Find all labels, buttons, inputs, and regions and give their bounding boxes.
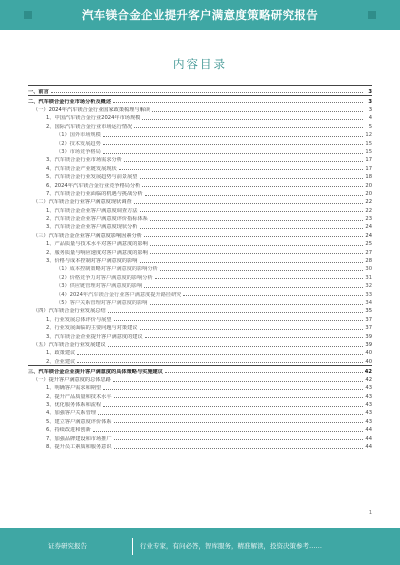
toc-dot-leader (77, 362, 363, 363)
toc-entry-text: 2、行业发展面临的主要问题与对策建议 (46, 325, 138, 332)
toc-entry-page: 39 (365, 333, 372, 340)
toc-entry-page: 43 (365, 385, 372, 392)
toc-entry[interactable] (28, 442, 372, 450)
toc-entry[interactable] (28, 331, 372, 339)
toc-entry-page: 37 (365, 316, 372, 323)
header-right-mark (368, 11, 376, 19)
toc-entry[interactable] (28, 383, 372, 391)
toc-dot-leader (119, 169, 363, 170)
toc-entry-text: （1）国外市场规模 (56, 132, 101, 139)
toc-entry-page: 39 (365, 341, 372, 348)
toc-dot-leader (140, 262, 364, 263)
toc-entry-page: 40 (365, 358, 372, 365)
toc-entry-page: 44 (365, 427, 372, 434)
toc-entry[interactable] (28, 400, 372, 408)
toc-entry-page: 44 (365, 444, 372, 451)
toc-entry-text: 1、明确客户需求和期望 (46, 385, 102, 392)
toc-entry[interactable] (28, 130, 372, 138)
toc-entry-page: 40 (365, 350, 372, 357)
toc-entry-text: 5、汽车镁合金行业发展趋势与前景展望 (46, 174, 138, 181)
toc-entry-text: 1、政策建议 (46, 350, 76, 357)
toc-entry[interactable] (28, 425, 372, 433)
toc-entry-text: 1、产品质量与技术水平对客户满意度的影响 (46, 241, 148, 248)
toc-entry[interactable] (28, 197, 372, 205)
toc-entry-text: 7、加强品牌建设和市场推广 (46, 435, 112, 442)
toc-entry-text: 2、国际汽车镁合金行业市场运行情况 (46, 123, 133, 130)
toc-entry-text: （四）汽车镁合金行业发展总结 (33, 308, 106, 315)
toc-entry-page: 15 (365, 140, 372, 147)
toc-entry-text: 5、建立客户满意度评价体系 (46, 418, 112, 425)
toc-dot-leader (145, 195, 363, 196)
toc-entry[interactable] (28, 289, 372, 297)
toc-dot-leader (150, 253, 363, 254)
toc-entry-text: 4、汽车镁合金产业链发展现状 (46, 165, 117, 172)
toc-entry-text: （2）技术发展趋势 (56, 140, 101, 147)
toc-entry-page: 4 (368, 115, 372, 122)
toc-entry-page: 42 (365, 376, 372, 383)
toc-entry-page: 3 (368, 98, 372, 105)
toc-entry-text: 1、汽车镁合金企业客户满意度调查方法 (46, 207, 138, 214)
toc-entry[interactable] (28, 408, 372, 416)
toc-title: 内容目录 (173, 57, 227, 71)
toc-entry-text: 2、汽车镁合金企业客户满意度评价指标体系 (46, 216, 148, 223)
toc-entry[interactable] (28, 230, 372, 238)
toc-dot-leader (183, 295, 363, 296)
toc-dot-leader (114, 448, 363, 449)
toc-entry[interactable] (28, 272, 372, 280)
toc-entry-page: 31 (365, 274, 372, 281)
toc-dot-leader (140, 329, 364, 330)
footer-divider (132, 538, 133, 555)
toc-entry-text: 2、服务质量与响应速度对客户满意度的影响 (46, 249, 148, 256)
toc-entry-text: （5）客户关系管理对客户满意度的影响 (56, 299, 148, 306)
header-bar (0, 0, 400, 30)
toc-entry-page: 25 (365, 241, 372, 248)
toc-entry-text: 8、提升员工素质和服务意识 (46, 444, 112, 451)
toc-entry[interactable] (28, 247, 372, 255)
toc-entry-text: 2、提升产品质量和技术水平 (46, 393, 112, 400)
toc-dot-leader (140, 228, 364, 229)
toc-entry[interactable] (28, 163, 372, 171)
toc-entry-page: 33 (365, 291, 372, 298)
toc-entry[interactable] (28, 433, 372, 441)
toc-entry-page: 30 (365, 266, 372, 273)
toc-entry[interactable] (28, 239, 372, 247)
toc-entry[interactable] (28, 256, 372, 264)
toc-list (28, 85, 372, 450)
toc-entry-text: 3、汽车镁合金行业市场需求分析 (46, 157, 122, 164)
toc-entry-page: 28 (365, 258, 372, 265)
toc-dot-leader (145, 337, 363, 338)
toc-dot-leader (144, 287, 363, 288)
toc-dot-leader (114, 422, 363, 423)
toc-entry-text: 4、加强客户关系管理 (46, 410, 96, 417)
toc-entry-text: （3）供应链管理对客户满意度的影响 (56, 283, 143, 290)
toc-entry-page: 24 (365, 224, 372, 231)
toc-entry[interactable] (28, 340, 372, 348)
toc-entry[interactable] (28, 205, 372, 213)
toc-entry-text: （五）汽车镁合金行业发展建议 (33, 341, 106, 348)
toc-entry-page: 23 (365, 216, 372, 223)
toc-entry-page: 18 (365, 174, 372, 181)
toc-dot-leader (134, 203, 363, 204)
toc-dot-leader (140, 211, 364, 212)
toc-dot-leader (51, 92, 363, 93)
toc-dot-leader (114, 439, 363, 440)
toc-entry[interactable] (28, 348, 372, 356)
toc-entry-page: 17 (365, 165, 372, 172)
toc-entry-page: 20 (365, 182, 372, 189)
toc-entry[interactable] (28, 281, 372, 289)
toc-dot-leader (140, 178, 364, 179)
toc-entry[interactable] (28, 85, 372, 95)
toc-entry-page: 12 (365, 132, 372, 139)
toc-dot-leader (155, 278, 363, 279)
toc-entry[interactable] (28, 375, 372, 383)
toc-dot-leader (165, 372, 363, 373)
toc-entry-text: 1、行业发展总体评价与展望 (46, 316, 112, 323)
toc-entry[interactable] (28, 306, 372, 314)
toc-entry[interactable] (28, 121, 372, 129)
toc-dot-leader (108, 346, 363, 347)
toc-entry[interactable] (28, 189, 372, 197)
toc-entry-text: 二、汽车镁合金行业市场分析及概述 (28, 98, 112, 105)
toc-dot-leader (124, 161, 363, 162)
toc-entry-page: 43 (365, 402, 372, 409)
toc-entry-text: 3、汽车镁合金企业提升客户满意度的建议 (46, 333, 143, 340)
toc-entry-page: 22 (365, 199, 372, 206)
toc-entry-text: （一）提升客户满意度的总体思路 (33, 376, 111, 383)
toc-entry-text: （2）价格竞争力对客户满意度的影响分析 (56, 274, 153, 281)
toc-entry[interactable] (28, 298, 372, 306)
toc-entry-page: 24 (365, 232, 372, 239)
toc-entry[interactable] (28, 391, 372, 399)
toc-entry[interactable] (28, 365, 372, 375)
toc-dot-leader (77, 354, 363, 355)
toc-entry-text: 一、前言 (28, 88, 49, 95)
toc-entry-page: 32 (365, 283, 372, 290)
toc-entry-page: 42 (364, 368, 372, 375)
toc-entry-text: （4）2024年汽车镁合金行业客户满意度提升路径研究 (56, 291, 182, 298)
toc-entry-page: 37 (365, 325, 372, 332)
toc-dot-leader (103, 389, 363, 390)
toc-entry-page: 34 (365, 299, 372, 306)
toc-dot-leader (150, 220, 363, 221)
toc-dot-leader (114, 397, 363, 398)
toc-entry-text: 6、持续改进和创新 (46, 427, 91, 434)
toc-entry-text: 2、企业建议 (46, 358, 76, 365)
toc-entry[interactable] (28, 323, 372, 331)
toc-dot-leader (114, 320, 363, 321)
toc-dot-leader (144, 236, 363, 237)
toc-entry-text: 3、汽车镁合金企业客户满意度现状分析 (46, 224, 138, 231)
toc-entry-text: （1）成本控制策略对客户满意度的影响分析 (56, 266, 158, 273)
toc-entry[interactable] (28, 147, 372, 155)
footer-left-text: 证券研究报告 (48, 542, 87, 550)
toc-entry-page: 22 (365, 207, 372, 214)
toc-entry[interactable] (28, 214, 372, 222)
toc-dot-leader (108, 312, 363, 313)
footer-bar (0, 528, 400, 565)
toc-entry-page: 20 (365, 190, 372, 197)
toc-dot-leader (134, 127, 363, 128)
toc-dot-leader (150, 304, 364, 305)
toc-dot-leader (142, 186, 363, 187)
toc-dot-leader (142, 119, 363, 120)
toc-dot-leader (98, 414, 363, 415)
toc-dot-leader (113, 381, 363, 382)
footer-right-text: 行业专家，有问必答，智库服务，精准解读，投资决策参考…… (140, 542, 322, 550)
toc-entry-text: （3）市场竞争格局 (56, 148, 101, 155)
toc-entry-page: 17 (365, 157, 372, 164)
toc-entry-page: 15 (365, 148, 372, 155)
toc-dot-leader (150, 245, 363, 246)
toc-entry-text: 1、中国汽车镁合金行业2024年市场规模 (46, 115, 141, 122)
toc-entry-text: 3、优化服务体系和流程 (46, 402, 102, 409)
toc-entry[interactable] (28, 180, 372, 188)
toc-entry-page: 43 (365, 410, 372, 417)
toc-dot-leader (113, 102, 363, 103)
toc-entry[interactable] (28, 138, 372, 146)
toc-dot-leader (93, 431, 363, 432)
toc-dot-leader (103, 144, 363, 145)
toc-entry[interactable] (28, 113, 372, 121)
toc-entry[interactable] (28, 95, 372, 105)
toc-entry[interactable] (28, 416, 372, 424)
toc-entry-page: 3 (368, 88, 372, 95)
toc-entry[interactable] (28, 264, 372, 272)
toc-entry[interactable] (28, 155, 372, 163)
toc-entry-text: （一）2024年汽车镁合金行业国家政策梳理与解读 (33, 106, 150, 113)
toc-entry-page: 35 (365, 308, 372, 315)
toc-section (28, 30, 372, 450)
toc-entry[interactable] (28, 172, 372, 180)
toc-dot-leader (103, 406, 363, 407)
toc-entry-page: 5 (368, 123, 372, 130)
toc-entry[interactable] (28, 222, 372, 230)
toc-entry-page: 44 (365, 435, 372, 442)
toc-entry-text: （二）汽车镁合金行业客户满意度现状调查 (33, 199, 132, 206)
toc-entry[interactable] (28, 314, 372, 322)
toc-entry-page: 43 (365, 418, 372, 425)
toc-dot-leader (152, 111, 363, 112)
toc-entry[interactable] (28, 105, 372, 113)
toc-entry-text: （三）汽车镁合金企业客户满意度影响因素分析 (33, 232, 142, 239)
toc-entry-text: 7、汽车镁合金行业面临的机遇与挑战分析 (46, 190, 143, 197)
toc-entry-page: 3 (368, 106, 372, 113)
toc-dot-leader (103, 153, 363, 154)
toc-entry-page: 27 (365, 249, 372, 256)
toc-dot-leader (160, 270, 363, 271)
report-title: 汽车镁合金企业提升客户满意度策略研究报告 (82, 8, 318, 22)
toc-entry-text: 三、汽车镁合金企业提升客户满意度的具体策略与实施建议 (28, 368, 163, 375)
toc-dot-leader (103, 136, 363, 137)
toc-entry-text: 3、价格与成本控制对客户满意度的影响 (46, 258, 138, 265)
toc-entry-page: 43 (365, 393, 372, 400)
page-number: 1 (368, 510, 372, 516)
toc-entry[interactable] (28, 356, 372, 364)
toc-entry-text: 6、2024年汽车镁合金行业竞争格局分析 (46, 182, 141, 189)
